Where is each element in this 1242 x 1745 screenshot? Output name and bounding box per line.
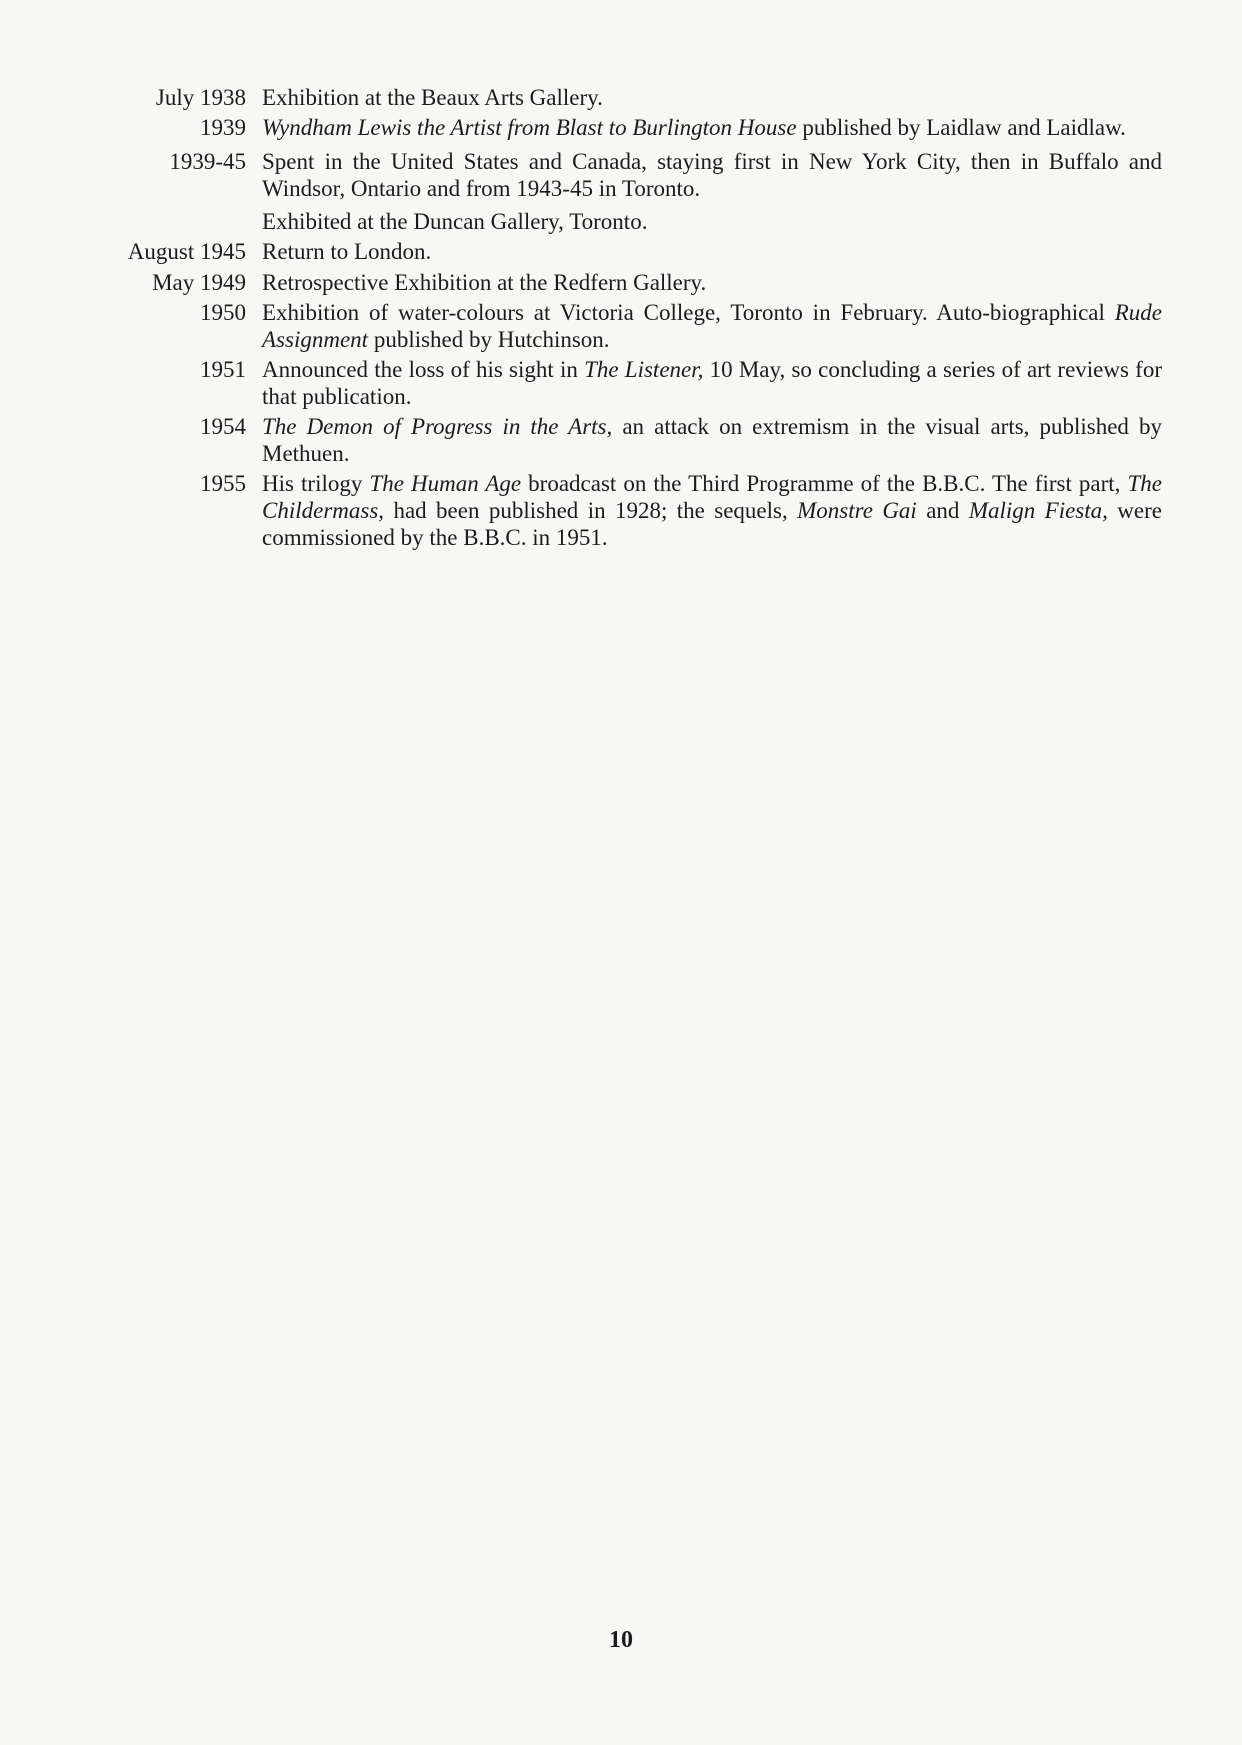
entry-date: 1950 xyxy=(200,300,246,325)
text-segment: were commissioned by the B.B.C. in 1951. xyxy=(262,498,1162,550)
chronology-entry xyxy=(100,238,1162,265)
entry-text xyxy=(262,269,1162,296)
entry-date: 1939-45 xyxy=(169,149,246,174)
entry-text xyxy=(262,238,1162,265)
entry-date: July 1938 xyxy=(155,85,246,110)
chronology-entry xyxy=(100,208,1162,235)
chronology-entry xyxy=(100,356,1162,410)
italic-title: The Demon of Progress in the Arts, xyxy=(262,414,613,439)
text-segment: Exhibition of water-colours at Victoria College, Toronto in February. Auto-biographical xyxy=(262,300,1115,325)
text-segment: broadcast on the Third Programme of the B.B.C. The first part, xyxy=(521,471,1128,496)
italic-title: Monstre Gai xyxy=(797,498,917,523)
text-segment: and xyxy=(916,498,969,523)
entry-date: May 1949 xyxy=(152,270,246,295)
text-segment: published by Laidlaw and Laidlaw. xyxy=(796,115,1126,140)
text-segment: Exhibited at the Duncan Gallery, Toronto. xyxy=(262,209,648,234)
text-segment: Announced the loss of his sight in xyxy=(262,357,585,382)
italic-title: Rude Assignment xyxy=(262,300,1162,352)
chronology-entry xyxy=(100,470,1162,551)
text-segment: had been published in 1928; the sequels, xyxy=(384,498,798,523)
text-segment: Retrospective Exhibition at the Redfern Gallery. xyxy=(262,270,707,295)
italic-title: Wyndham Lewis the Artist from Blast to Burlington House xyxy=(262,115,797,140)
entry-date: 1955 xyxy=(200,471,246,496)
entry-text xyxy=(262,413,1162,467)
text-segment: Return to London. xyxy=(262,239,432,264)
chronology-entry xyxy=(100,299,1162,353)
chronology-list xyxy=(100,84,1162,551)
text-segment: Exhibition at the Beaux Arts Gallery. xyxy=(262,85,603,110)
entry-date: 1951 xyxy=(200,357,246,382)
entry-text xyxy=(262,356,1162,410)
entry-date: August 1945 xyxy=(127,239,246,264)
chronology-entry xyxy=(100,84,1162,111)
chronology-entry xyxy=(100,413,1162,467)
text-segment: an attack on extremism in the visual arts, published by Methuen. xyxy=(262,414,1162,466)
italic-title: The Human Age xyxy=(369,471,522,496)
italic-title: Malign Fiesta, xyxy=(968,498,1108,523)
chronology-entry xyxy=(100,269,1162,296)
entry-text xyxy=(262,470,1162,551)
entry-date: 1954 xyxy=(200,414,246,439)
entry-text xyxy=(262,208,1162,235)
text-segment: Spent in the United States and Canada, staying first in New York City, then in Buffalo and Windsor, Ontario and from 1943-45 in Toronto. xyxy=(262,149,1162,201)
text-segment: published by Hutchinson. xyxy=(368,327,610,352)
page-number: 10 xyxy=(609,1627,633,1653)
text-segment: 10 May, so concluding a series of art reviews for that publication. xyxy=(262,357,1162,409)
italic-title: The Listener, xyxy=(584,357,704,382)
text-segment: His trilogy xyxy=(262,471,370,496)
italic-title: The Childermass, xyxy=(262,471,1162,523)
entry-text xyxy=(262,299,1162,353)
entry-text xyxy=(262,114,1162,141)
entry-date: 1939 xyxy=(200,115,246,140)
entry-text xyxy=(262,148,1162,202)
chronology-entry xyxy=(100,148,1162,202)
entry-text xyxy=(262,84,1162,111)
chronology-entry xyxy=(100,114,1162,141)
